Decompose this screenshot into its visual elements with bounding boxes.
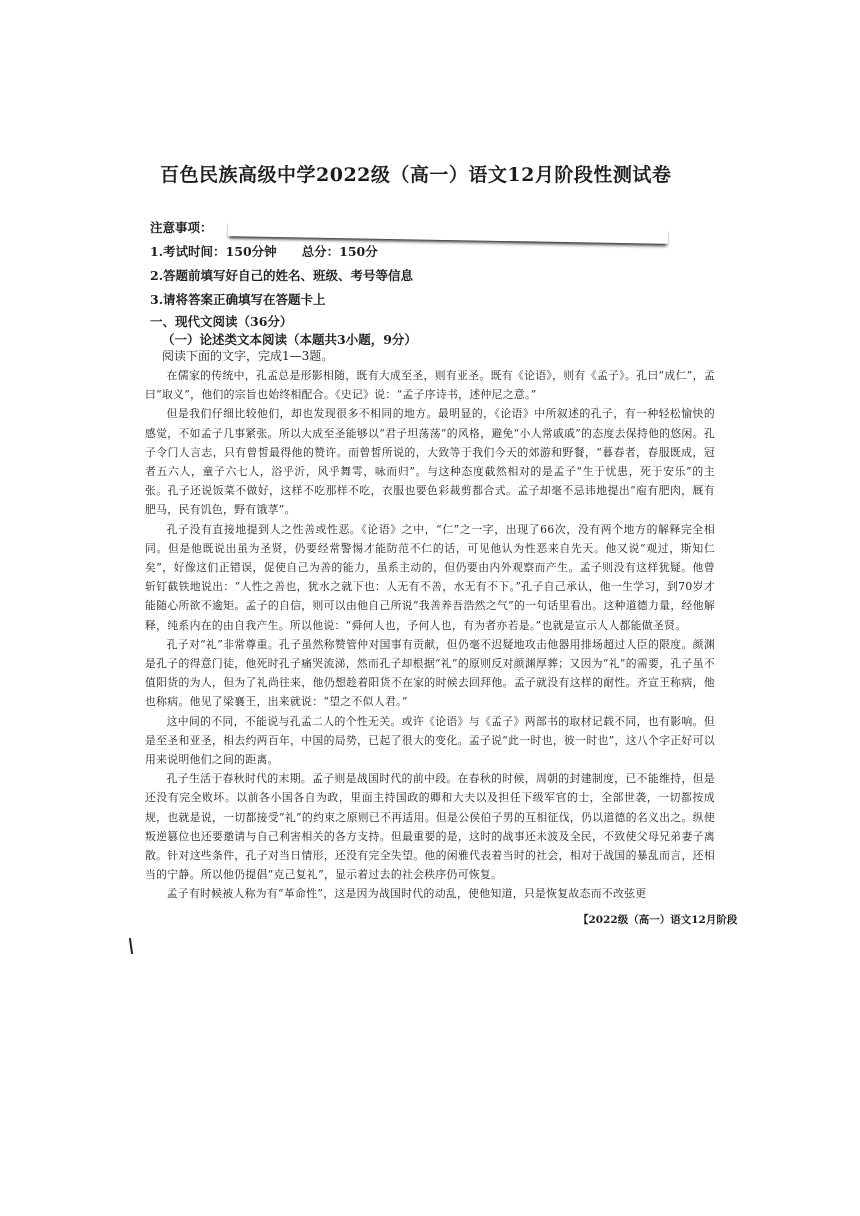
reading-instruction: 阅读下面的文字，完成1—3题。 [162,349,334,363]
passage-paragraph: 这中间的不同，不能说与孔孟二人的个性无关。或许《论语》与《孟子》两部书的取材记载不同，也有影响。但是至圣和亚圣，相去约两百年，中国的局势，已起了很大的变化。孟子说“此一时也，彼一时也”，这八个字正好可以用来说明他们之间的距离。 [145,714,715,767]
note-item: 2.答题前填写好自己的姓名、班级、考号等信息 [150,268,414,283]
note-item: 3.请将答案正确填写在答题卡上 [150,292,326,307]
reading-passage [145,366,715,904]
exam-title: 百色民族高级中学2022级（高一）语文12月阶段性测试卷 [160,164,672,186]
notes-heading: 注意事项： [150,220,213,235]
pen-mark [129,938,133,954]
passage-paragraph: 孔子生活于春秋时代的末期。孟子则是战国时代的前中段。在春秋的时候，周朝的封建制度，已不能维持，但是还没有完全败坏。以前各小国各自为政，里面主持国政的卿和大夫以及担任下级军官的士，全部世袭，一切都按成规，也就是说，一切都接受“礼”的约束之原则已不再适用。但是公侯伯子男的互相征伐，仍以道德的名义出之。纵使叛逆篡位也还要邀请与自己利害相关的各方支持。但最重要的是，这时的战事还未波及全民，不致使父母兄弟妻子离散。针对这些条件，孔子对当日情形，还没有完全失望。他的闲雅代表着当时的社会，相对于战国的暴乱而言，还相当的宁静。所以他仍提倡“克己复礼”，显示着过去的社会秩序仍可恢复。 [145,772,715,882]
passage-paragraph: 孔子对“礼”非常尊重。孔子虽然称赞管仲对国事有贡献，但仍毫不迟疑地攻击他器用排场超过人臣的限度。颜渊是孔子的得意门徒，他死时孔子痛哭流涕，然而孔子却根据“礼”的原则反对颜渊厚葬；又因为“礼”的需要，孔子虽不值阳货的为人，但为了礼尚往来，他仍想趁着阳货不在家的时候去回拜他。孟子就没有这样的耐性。齐宣王称病，他也称病。他见了梁襄王，出来就说：“望之不似人君。” [145,637,715,709]
passage-paragraph: 孔子没有直接地提到人之性善或性恶。《论语》之中，“仁”之一字，出现了66次，没有两个地方的解释完全相同。但是他既说出虽为圣贤，仍要经常警惕才能防范不仁的话，可见他认为性恶来自先天。他又说“观过，斯知仁矣”，好像这们正错误，促使自己为善的能力，虽系主动的，但仍要由内外观察而产生。孟子则没有这样犹疑。他曾斩钉截铁地说出：“人性之善也，犹水之就下也：人无有不善，水无有不下。”孔子自己承认，他一生学习，到70岁才能随心所欲不逾矩。孟子的自信，则可以由他自己所说“我善养吾浩然之气”的一句话里看出。这种道德力量，经他解释，纯系内在的由自我产生。所以他说：“舜何人也，予何人也，有为者亦若是。”也就是宣示人人都能做圣贤。 [145,522,715,632]
page-footer: 【2022级（高一）语文12月阶段 [578,914,738,926]
passage-paragraph: 孟子有时候被人称为有“革命性”，这是因为战国时代的动乱，使他知道，只是恢复故态而不改弦更 [166,887,647,901]
subsection-heading: （一）论述类文本阅读（本题共3小题，9分） [162,332,417,347]
section-heading: 一、现代文阅读（36分） [150,314,293,329]
note-item: 1.考试时间：150分钟 总分：150分 [150,244,378,259]
passage-paragraph: 在儒家的传统中，孔孟总是形影相随，既有大成至圣，则有亚圣。既有《论语》，则有《孟子》。孔曰“成仁”，孟曰“取义”，他们的宗旨也始终相配合。《史记》说：“孟子序诗书，述仲尼之意。” [145,369,715,402]
passage-paragraph: 但是我们仔细比较他们，却也发现很多不相同的地方。最明显的，《论语》中所叙述的孔子，有一种轻松愉快的感觉，不如孟子几事紧张。所以大成至圣能够以“君子坦荡荡”的风格，避免“小人常戚戚”的态度去保持他的悠闲。孔子令门人言志，只有曾皙最得他的赞许。而曾皙所说的，大致等于我们今天的郊游和野餐，“暮春者，春服既成，冠者五六人，童子六七人，浴乎沂，风乎舞雩，咏而归”。与这种态度截然相对的是孟子“生于忧患，死于安乐”的主张。孔子还说饭菜不做好，这样不吃那样不吃，衣服也要色彩裁剪都合式。孟子却毫不忌讳地提出“庖有肥肉，厩有肥马，民有饥色，野有饿莩”。 [145,407,715,517]
